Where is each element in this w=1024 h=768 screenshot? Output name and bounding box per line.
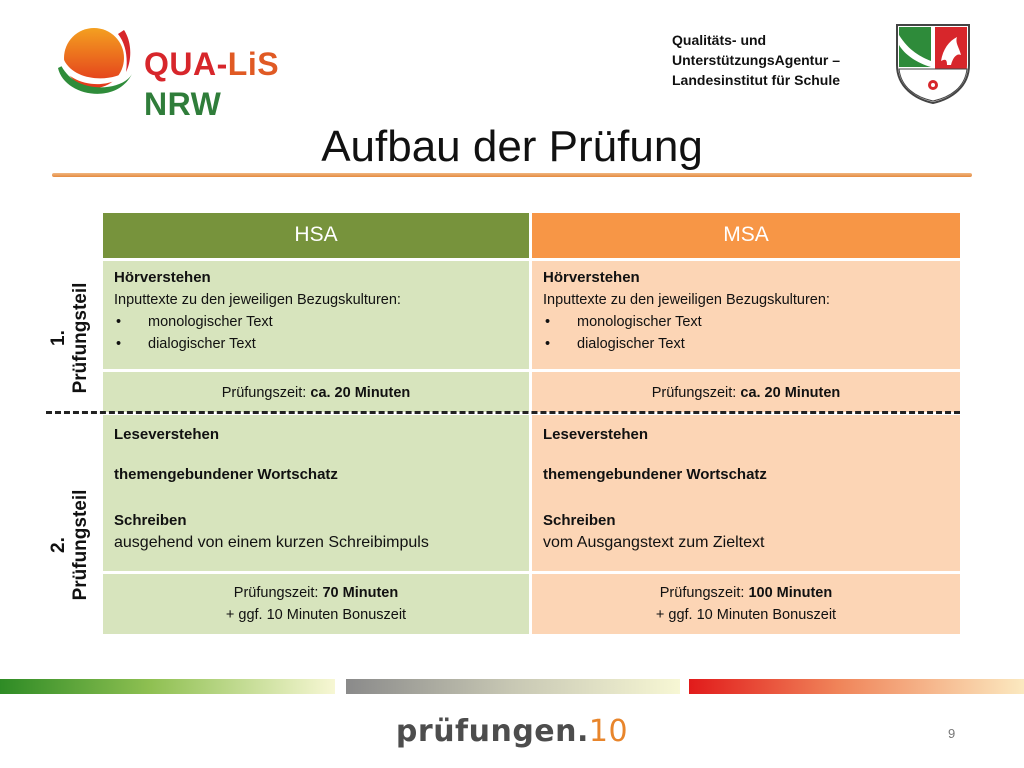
logo-part-lis: LiS [227,46,280,82]
exam-structure-table [103,213,960,634]
msa-reading-heading: Leseverstehen [543,426,649,443]
part-divider-dashed-line [46,411,960,414]
slide-title: Aufbau der Prüfung [321,122,703,171]
time-value: ca. 20 Minuten [310,385,411,401]
page-number: 9 [948,726,956,741]
qualis-sun-icon [52,22,136,106]
brand-number: 10 [588,714,629,749]
hsa-writing-heading: Schreiben [114,512,187,529]
column-header-hsa: HSA [103,213,529,258]
time-value: ca. 20 Minuten [740,385,841,401]
title-underline [52,173,972,177]
msa-bullet-item: • dialogischer Text [543,333,950,355]
msa-writing-heading: Schreiben [543,512,616,529]
msa-writing-desc: vom Ausgangstext zum Zieltext [543,534,765,551]
part2-word: Prüfungsteil [70,489,91,601]
hsa-listening-heading: Hörverstehen [114,269,211,286]
hsa-bullet-item: • dialogischer Text [114,333,519,355]
agency-line: UnterstützungsAgentur – [672,52,840,68]
part2-number: 2. [48,537,69,553]
pruefungen-brand [0,714,1024,749]
agency-name [672,30,887,90]
hsa-part2-time [103,574,529,634]
msa-part2-time [532,574,960,634]
time-label: Prüfungszeit: [233,585,323,601]
msa-vocab-heading: themengebundener Wortschatz [543,466,767,483]
time-label: Prüfungszeit: [221,385,311,401]
part2-label [48,465,92,625]
msa-part1-time [532,372,960,412]
part1-label [48,258,92,418]
footer-bar-red [689,679,1024,694]
time-value: 70 Minuten [322,585,399,601]
logo-part-qua: QUA- [144,46,228,82]
nrw-coat-of-arms-icon [893,21,973,105]
agency-line: Qualitäts- und [672,32,767,48]
msa-listening-heading: Hörverstehen [543,269,640,286]
hsa-part2-cell [103,415,529,571]
time-label: Prüfungszeit: [659,585,749,601]
part1-number: 1. [48,330,69,346]
hsa-bullet-item: • monologischer Text [114,311,519,333]
qualis-logo [52,22,362,122]
logo-part-nrw: NRW [144,86,222,122]
bonus-time: + ggf. 10 Minuten Bonuszeit [655,607,837,623]
agency-line: Landesinstitut für Schule [672,72,841,88]
hsa-writing-desc: ausgehend von einem kurzen Schreibimpuls [114,534,429,551]
msa-part2-cell [532,415,960,571]
brand-word: prüfungen. [395,714,589,749]
time-value: 100 Minuten [748,585,833,601]
part1-word: Prüfungsteil [70,282,91,394]
hsa-part1-time [103,372,529,412]
msa-part1-cell [532,261,960,369]
column-header-msa: MSA [532,213,960,258]
hsa-listening-intro: Inputtexte zu den jeweiligen Bezugskulturen: [114,292,401,308]
hsa-reading-heading: Leseverstehen [114,426,220,443]
bonus-time: + ggf. 10 Minuten Bonuszeit [225,607,407,623]
footer-bar-grey [346,679,680,694]
msa-bullet-item: • monologischer Text [543,311,950,333]
time-label: Prüfungszeit: [651,385,741,401]
footer-bar-green [0,679,335,694]
hsa-part1-cell [103,261,529,369]
hsa-vocab-heading: themengebundener Wortschatz [114,466,338,483]
msa-listening-intro: Inputtexte zu den jeweiligen Bezugskulturen: [543,292,830,308]
logo-wordmark [144,44,362,124]
